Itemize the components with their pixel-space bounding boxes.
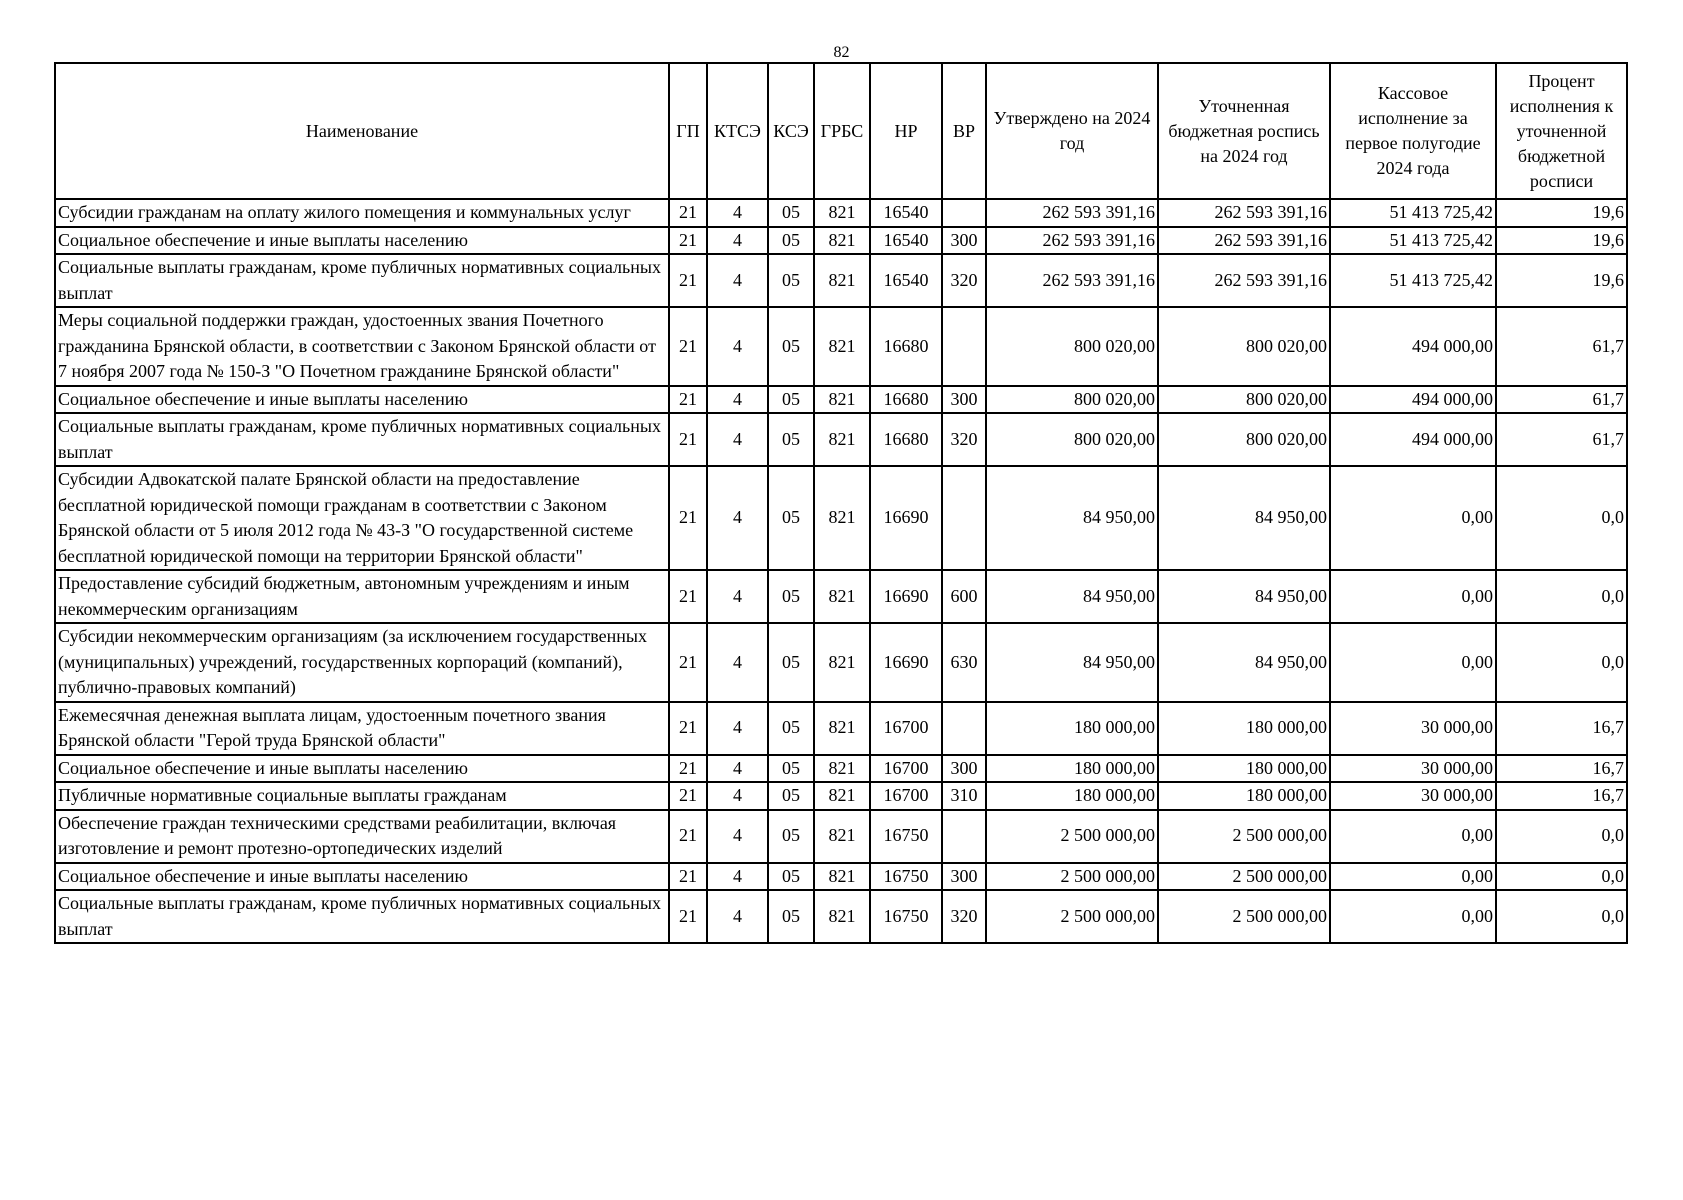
cell-percent: 61,7	[1496, 307, 1627, 386]
cell-ktse: 4	[707, 307, 768, 386]
cell-ktse: 4	[707, 782, 768, 810]
cell-approved: 800 020,00	[986, 386, 1158, 414]
header-approved: Утверждено на 2024 год	[986, 63, 1158, 199]
cell-kse: 05	[768, 386, 814, 414]
cell-ktse: 4	[707, 890, 768, 943]
cell-kse: 05	[768, 890, 814, 943]
cell-kse: 05	[768, 702, 814, 755]
cell-approved: 262 593 391,16	[986, 199, 1158, 227]
cell-nr: 16540	[870, 199, 942, 227]
cell-kse: 05	[768, 307, 814, 386]
cell-ktse: 4	[707, 755, 768, 783]
table-row	[55, 890, 1627, 943]
cell-percent: 19,6	[1496, 227, 1627, 255]
cell-grbs: 821	[814, 386, 870, 414]
cell-percent: 16,7	[1496, 782, 1627, 810]
cell-grbs: 821	[814, 863, 870, 891]
cell-percent: 0,0	[1496, 623, 1627, 702]
cell-gp: 21	[669, 890, 707, 943]
cell-vr	[942, 307, 986, 386]
cell-nr: 16540	[870, 227, 942, 255]
cell-percent: 16,7	[1496, 702, 1627, 755]
header-cash: Кассовое исполнение за первое полугодие 2024 года	[1330, 63, 1496, 199]
cell-approved: 2 500 000,00	[986, 890, 1158, 943]
table-row	[55, 702, 1627, 755]
cell-gp: 21	[669, 227, 707, 255]
cell-percent: 0,0	[1496, 863, 1627, 891]
cell-gp: 21	[669, 755, 707, 783]
header-percent: Процент исполнения к уточненной бюджетной росписи	[1496, 63, 1627, 199]
cell-cash: 0,00	[1330, 863, 1496, 891]
cell-grbs: 821	[814, 227, 870, 255]
cell-cash: 0,00	[1330, 890, 1496, 943]
cell-gp: 21	[669, 307, 707, 386]
cell-name: Публичные нормативные социальные выплаты гражданам	[55, 782, 669, 810]
cell-approved: 180 000,00	[986, 782, 1158, 810]
cell-refined: 800 020,00	[1158, 307, 1330, 386]
cell-gp: 21	[669, 386, 707, 414]
cell-nr: 16690	[870, 466, 942, 570]
cell-approved: 2 500 000,00	[986, 810, 1158, 863]
header-ktse: КТСЭ	[707, 63, 768, 199]
cell-percent: 0,0	[1496, 466, 1627, 570]
cell-kse: 05	[768, 227, 814, 255]
cell-name: Социальное обеспечение и иные выплаты населению	[55, 755, 669, 783]
cell-vr	[942, 702, 986, 755]
cell-cash: 30 000,00	[1330, 755, 1496, 783]
cell-refined: 180 000,00	[1158, 782, 1330, 810]
cell-kse: 05	[768, 466, 814, 570]
cell-name: Субсидии некоммерческим организациям (за исключением государственных (муниципальных) учреждений, государственных корпораций (компаний), публично-правовых компаний)	[55, 623, 669, 702]
cell-name: Субсидии Адвокатской палате Брянской области на предоставление бесплатной юридической помощи гражданам в соответствии с Законом Брянской области от 5 июля 2012 года № 43-З "О государственной системе бесплатной юридической помощи на территории Брянской области"	[55, 466, 669, 570]
cell-ktse: 4	[707, 810, 768, 863]
cell-kse: 05	[768, 782, 814, 810]
cell-percent: 0,0	[1496, 890, 1627, 943]
cell-vr: 320	[942, 413, 986, 466]
cell-cash: 494 000,00	[1330, 386, 1496, 414]
cell-grbs: 821	[814, 702, 870, 755]
cell-gp: 21	[669, 810, 707, 863]
table-row	[55, 227, 1627, 255]
cell-name: Обеспечение граждан техническими средствами реабилитации, включая изготовление и ремонт протезно-ортопедических изделий	[55, 810, 669, 863]
cell-refined: 84 950,00	[1158, 466, 1330, 570]
table-row	[55, 413, 1627, 466]
cell-ktse: 4	[707, 570, 768, 623]
cell-grbs: 821	[814, 199, 870, 227]
header-name: Наименование	[55, 63, 669, 199]
table-row	[55, 386, 1627, 414]
table-row	[55, 570, 1627, 623]
cell-approved: 2 500 000,00	[986, 863, 1158, 891]
cell-vr: 600	[942, 570, 986, 623]
cell-percent: 61,7	[1496, 386, 1627, 414]
cell-ktse: 4	[707, 702, 768, 755]
cell-cash: 30 000,00	[1330, 702, 1496, 755]
cell-cash: 0,00	[1330, 810, 1496, 863]
cell-cash: 0,00	[1330, 570, 1496, 623]
page-number: 82	[833, 44, 850, 61]
cell-nr: 16700	[870, 755, 942, 783]
cell-ktse: 4	[707, 227, 768, 255]
cell-vr	[942, 199, 986, 227]
cell-percent: 61,7	[1496, 413, 1627, 466]
table-row	[55, 199, 1627, 227]
cell-kse: 05	[768, 810, 814, 863]
cell-refined: 262 593 391,16	[1158, 254, 1330, 307]
cell-refined: 262 593 391,16	[1158, 199, 1330, 227]
cell-name: Субсидии гражданам на оплату жилого помещения и коммунальных услуг	[55, 199, 669, 227]
cell-gp: 21	[669, 782, 707, 810]
cell-grbs: 821	[814, 810, 870, 863]
cell-vr: 300	[942, 386, 986, 414]
cell-refined: 2 500 000,00	[1158, 863, 1330, 891]
cell-nr: 16700	[870, 702, 942, 755]
header-gp: ГП	[669, 63, 707, 199]
cell-refined: 84 950,00	[1158, 623, 1330, 702]
cell-gp: 21	[669, 466, 707, 570]
cell-kse: 05	[768, 199, 814, 227]
cell-cash: 494 000,00	[1330, 413, 1496, 466]
cell-percent: 16,7	[1496, 755, 1627, 783]
cell-gp: 21	[669, 702, 707, 755]
cell-approved: 262 593 391,16	[986, 227, 1158, 255]
cell-vr: 310	[942, 782, 986, 810]
cell-vr: 630	[942, 623, 986, 702]
cell-grbs: 821	[814, 890, 870, 943]
cell-approved: 800 020,00	[986, 307, 1158, 386]
table-row	[55, 307, 1627, 386]
cell-vr: 320	[942, 254, 986, 307]
cell-percent: 19,6	[1496, 199, 1627, 227]
header-vr: ВР	[942, 63, 986, 199]
cell-cash: 494 000,00	[1330, 307, 1496, 386]
cell-vr	[942, 466, 986, 570]
cell-ktse: 4	[707, 386, 768, 414]
cell-grbs: 821	[814, 755, 870, 783]
header-kse: КСЭ	[768, 63, 814, 199]
cell-cash: 51 413 725,42	[1330, 227, 1496, 255]
cell-refined: 800 020,00	[1158, 413, 1330, 466]
cell-nr: 16690	[870, 570, 942, 623]
cell-refined: 262 593 391,16	[1158, 227, 1330, 255]
cell-gp: 21	[669, 413, 707, 466]
cell-cash: 0,00	[1330, 623, 1496, 702]
cell-name: Предоставление субсидий бюджетным, автономным учреждениям и иным некоммерческим организациям	[55, 570, 669, 623]
cell-nr: 16540	[870, 254, 942, 307]
cell-nr: 16750	[870, 890, 942, 943]
cell-vr: 300	[942, 755, 986, 783]
cell-ktse: 4	[707, 623, 768, 702]
cell-grbs: 821	[814, 254, 870, 307]
cell-approved: 84 950,00	[986, 466, 1158, 570]
cell-percent: 0,0	[1496, 810, 1627, 863]
cell-nr: 16750	[870, 863, 942, 891]
cell-grbs: 821	[814, 570, 870, 623]
cell-kse: 05	[768, 570, 814, 623]
cell-kse: 05	[768, 863, 814, 891]
cell-gp: 21	[669, 199, 707, 227]
table-row	[55, 782, 1627, 810]
cell-approved: 84 950,00	[986, 623, 1158, 702]
cell-ktse: 4	[707, 413, 768, 466]
header-nr: НР	[870, 63, 942, 199]
cell-grbs: 821	[814, 782, 870, 810]
table-row	[55, 755, 1627, 783]
cell-grbs: 821	[814, 623, 870, 702]
cell-name: Социальное обеспечение и иные выплаты населению	[55, 227, 669, 255]
table-row	[55, 254, 1627, 307]
cell-approved: 180 000,00	[986, 755, 1158, 783]
cell-grbs: 821	[814, 413, 870, 466]
cell-percent: 19,6	[1496, 254, 1627, 307]
cell-cash: 51 413 725,42	[1330, 199, 1496, 227]
table-row	[55, 863, 1627, 891]
cell-vr	[942, 810, 986, 863]
cell-refined: 2 500 000,00	[1158, 810, 1330, 863]
cell-nr: 16700	[870, 782, 942, 810]
table-row	[55, 810, 1627, 863]
cell-refined: 180 000,00	[1158, 702, 1330, 755]
cell-name: Социальное обеспечение и иные выплаты населению	[55, 863, 669, 891]
cell-percent: 0,0	[1496, 570, 1627, 623]
cell-name: Меры социальной поддержки граждан, удостоенных звания Почетного гражданина Брянской области, в соответствии с Законом Брянской области от 7 ноября 2007 года № 150-З "О Почетном гражданине Брянской области"	[55, 307, 669, 386]
cell-ktse: 4	[707, 863, 768, 891]
cell-refined: 2 500 000,00	[1158, 890, 1330, 943]
cell-vr: 300	[942, 227, 986, 255]
table-header-row	[55, 63, 1627, 199]
cell-refined: 800 020,00	[1158, 386, 1330, 414]
cell-name: Социальные выплаты гражданам, кроме публичных нормативных социальных выплат	[55, 413, 669, 466]
cell-ktse: 4	[707, 466, 768, 570]
cell-nr: 16680	[870, 307, 942, 386]
cell-kse: 05	[768, 623, 814, 702]
cell-ktse: 4	[707, 254, 768, 307]
cell-kse: 05	[768, 755, 814, 783]
cell-vr: 300	[942, 863, 986, 891]
cell-cash: 30 000,00	[1330, 782, 1496, 810]
cell-gp: 21	[669, 254, 707, 307]
cell-name: Ежемесячная денежная выплата лицам, удостоенным почетного звания Брянской области "Герой труда Брянской области"	[55, 702, 669, 755]
cell-approved: 800 020,00	[986, 413, 1158, 466]
cell-approved: 84 950,00	[986, 570, 1158, 623]
cell-refined: 84 950,00	[1158, 570, 1330, 623]
cell-grbs: 821	[814, 307, 870, 386]
cell-grbs: 821	[814, 466, 870, 570]
cell-nr: 16690	[870, 623, 942, 702]
cell-approved: 180 000,00	[986, 702, 1158, 755]
header-grbs: ГРБС	[814, 63, 870, 199]
cell-gp: 21	[669, 570, 707, 623]
cell-gp: 21	[669, 863, 707, 891]
cell-cash: 0,00	[1330, 466, 1496, 570]
cell-kse: 05	[768, 413, 814, 466]
budget-table	[54, 62, 1628, 944]
cell-name: Социальные выплаты гражданам, кроме публичных нормативных социальных выплат	[55, 254, 669, 307]
cell-kse: 05	[768, 254, 814, 307]
table-row	[55, 466, 1627, 570]
cell-cash: 51 413 725,42	[1330, 254, 1496, 307]
cell-name: Социальное обеспечение и иные выплаты населению	[55, 386, 669, 414]
cell-vr: 320	[942, 890, 986, 943]
cell-gp: 21	[669, 623, 707, 702]
cell-ktse: 4	[707, 199, 768, 227]
cell-name: Социальные выплаты гражданам, кроме публичных нормативных социальных выплат	[55, 890, 669, 943]
cell-nr: 16680	[870, 413, 942, 466]
cell-nr: 16680	[870, 386, 942, 414]
cell-refined: 180 000,00	[1158, 755, 1330, 783]
table-row	[55, 623, 1627, 702]
cell-approved: 262 593 391,16	[986, 254, 1158, 307]
header-refined: Уточненная бюджетная роспись на 2024 год	[1158, 63, 1330, 199]
cell-nr: 16750	[870, 810, 942, 863]
